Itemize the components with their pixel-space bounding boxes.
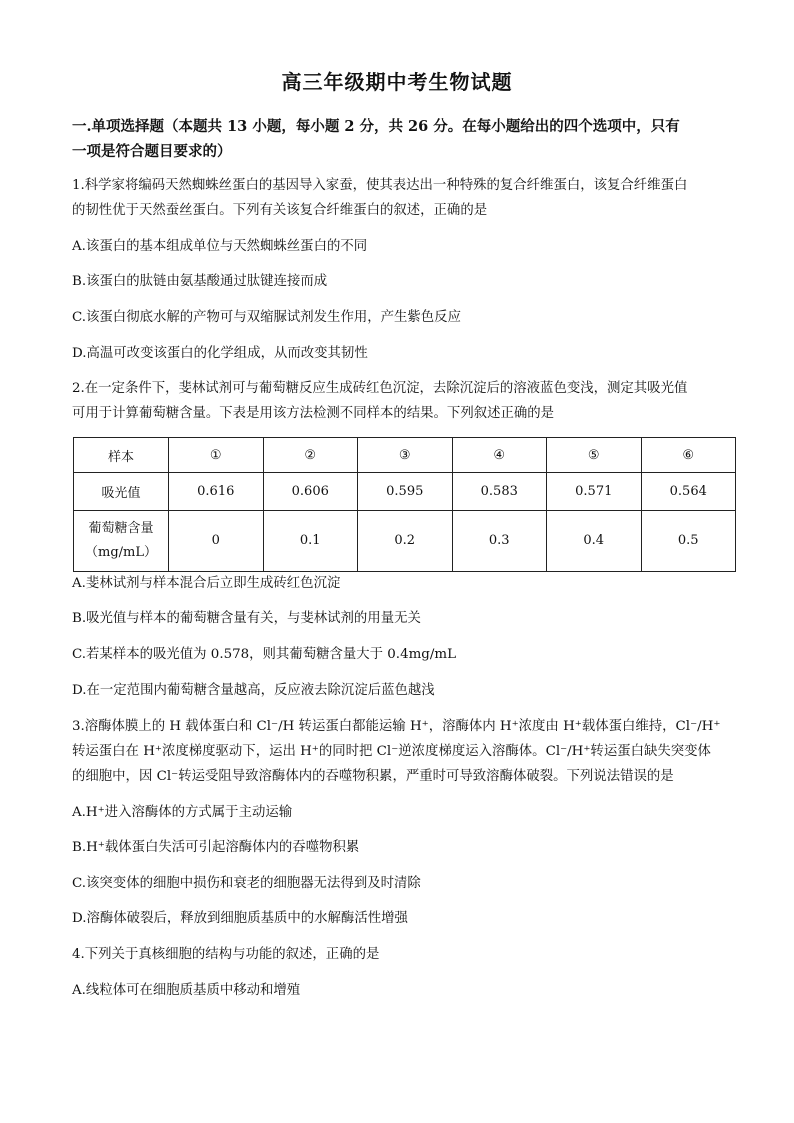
table-cell: [74, 511, 169, 572]
question-3-option-c: C.该突变体的细胞中损伤和衰老的细胞器无法得到及时清除: [72, 876, 421, 891]
table-cell: 0.595: [358, 473, 453, 511]
table-cell: 样本: [74, 438, 169, 473]
table-cell: ④: [452, 438, 547, 473]
table-cell: 0.616: [169, 473, 264, 511]
table-cell: 0.2: [358, 511, 453, 572]
stem-line: 转运蛋白在 H⁺浓度梯度驱动下，运出 H⁺的同时把 Cl⁻逆浓度梯度运入溶酶体。Cl⁻/H⁺转运蛋白缺失突变体: [72, 744, 711, 759]
table-cell: 0.5: [641, 511, 736, 572]
question-2-stem: [72, 376, 734, 426]
row-label-unit: （mg/mL）: [85, 545, 157, 560]
page-title: 高三年级期中考生物试题: [281, 70, 513, 94]
section-heading-line: 一项是符合题目要求的）: [72, 143, 232, 160]
question-1-option-c: C.该蛋白彻底水解的产物可与双缩脲试剂发生作用，产生紫色反应: [72, 310, 461, 325]
table-cell: 吸光值: [74, 473, 169, 511]
stem-line: 1.科学家将编码天然蜘蛛丝蛋白的基因导入家蚕，使其表达出一种特殊的复合纤维蛋白，该复合纤维蛋白: [72, 178, 688, 193]
question-3-option-a: A.H⁺进入溶酶体的方式属于主动运输: [72, 805, 293, 820]
row-label-line: 葡萄糖含量: [88, 521, 154, 536]
table-cell: 0: [169, 511, 264, 572]
glucose-absorbance-table: [73, 437, 736, 572]
table-header-row: [74, 438, 736, 473]
question-2-option-b: B.吸光值与样本的葡萄糖含量有关，与斐林试剂的用量无关: [72, 611, 421, 626]
question-1-option-d: D.高温可改变该蛋白的化学组成，从而改变其韧性: [72, 346, 368, 361]
table-cell: 0.1: [263, 511, 358, 572]
question-2-option-d: D.在一定范围内葡萄糖含量越高，反应液去除沉淀后蓝色越浅: [72, 683, 435, 698]
table-cell: 0.4: [547, 511, 642, 572]
table-cell: ③: [358, 438, 453, 473]
question-1-option-b: B.该蛋白的肽链由氨基酸通过肽键连接而成: [72, 274, 328, 289]
question-3-option-b: B.H⁺载体蛋白失活可引起溶酶体内的吞噬物积累: [72, 840, 360, 855]
stem-line: 可用于计算葡萄糖含量。下表是用该方法检测不同样本的结果。下列叙述正确的是: [72, 406, 555, 421]
table-row-absorbance: [74, 473, 736, 511]
table-cell: ⑤: [547, 438, 642, 473]
stem-line: 的细胞中，因 Cl⁻转运受阻导致溶酶体内的吞噬物积累，严重时可导致溶酶体破裂。下列说法错误的是: [72, 769, 674, 784]
question-1-stem: [72, 173, 734, 223]
stem-line: 的韧性优于天然蚕丝蛋白。下列有关该复合纤维蛋白的叙述，正确的是: [72, 203, 488, 218]
stem-line: 3.溶酶体膜上的 H 载体蛋白和 Cl⁻/H 转运蛋白都能运输 H⁺，溶酶体内 H⁺浓度由 H⁺载体蛋白维持，Cl⁻/H⁺: [72, 719, 721, 734]
table-cell: 0.583: [452, 473, 547, 511]
table-cell: 0.571: [547, 473, 642, 511]
question-1-option-a: A.该蛋白的基本组成单位与天然蜘蛛丝蛋白的不同: [72, 239, 368, 254]
question-3-stem: [72, 714, 734, 789]
table-cell: 0.564: [641, 473, 736, 511]
table-cell: ②: [263, 438, 358, 473]
question-2-option-c: C.若某样本的吸光值为 0.578，则其葡萄糖含量大于 0.4mg/mL: [72, 647, 456, 662]
table-cell: 0.3: [452, 511, 547, 572]
stem-line: 2.在一定条件下，斐林试剂可与葡萄糖反应生成砖红色沉淀，去除沉淀后的溶液蓝色变浅，测定其吸光值: [72, 381, 688, 396]
table-cell: 0.606: [263, 473, 358, 511]
table-cell: ①: [169, 438, 264, 473]
table-row-glucose: [74, 511, 736, 572]
question-4-stem: 4.下列关于真核细胞的结构与功能的叙述，正确的是: [72, 947, 380, 962]
question-2-option-a: A.斐林试剂与样本混合后立即生成砖红色沉淀: [72, 576, 341, 591]
question-3-option-d: D.溶酶体破裂后，释放到细胞质基质中的水解酶活性增强: [72, 911, 408, 926]
question-4-option-a: A.线粒体可在细胞质基质中移动和增殖: [72, 983, 301, 998]
section-heading: [72, 114, 732, 164]
section-heading-line: 一.单项选择题（本题共 13 小题，每小题 2 分，共 26 分。在每小题给出的四个选项中，只有: [72, 118, 680, 135]
table-cell: ⑥: [641, 438, 736, 473]
